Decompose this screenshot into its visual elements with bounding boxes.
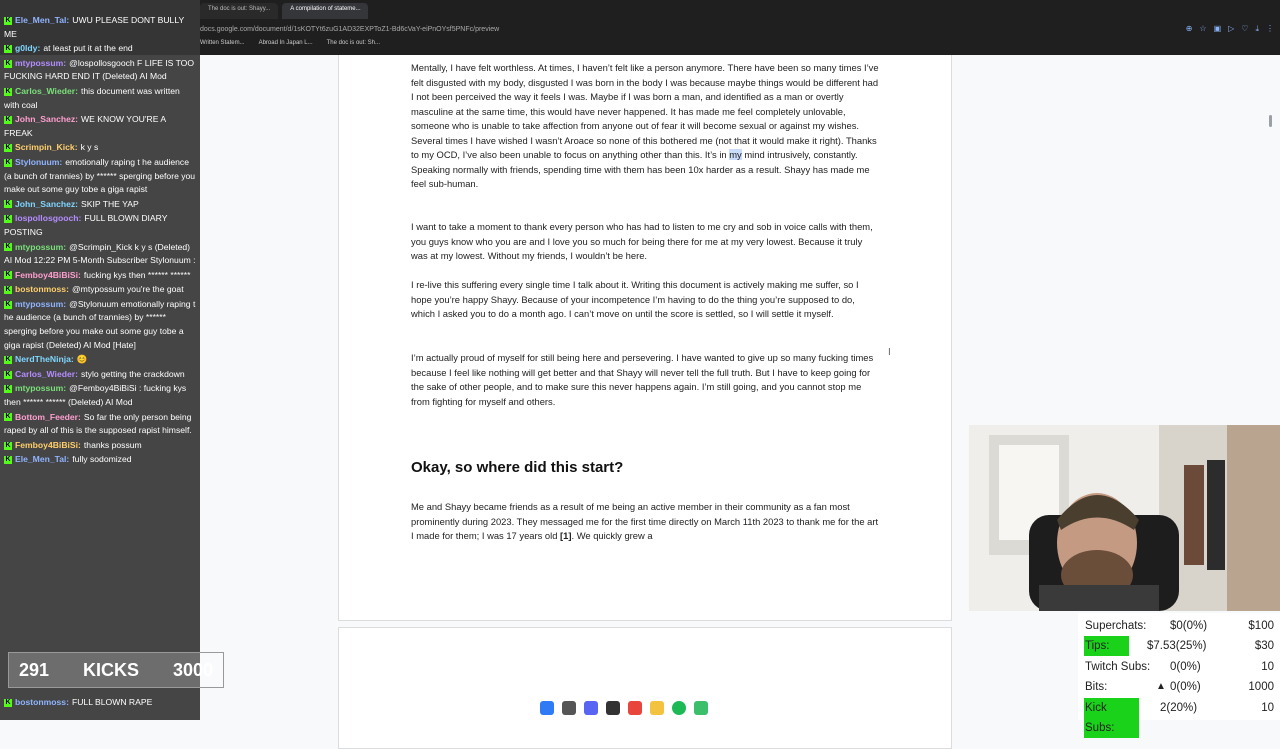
paragraph: I’m actually proud of myself for still being here and persevering. I have wanted to give up so many fucking times because I feel like nothing will get better and that Shayy will never tell the full truth. But I have to keep going for the sake of other people, and to make sure this never happens again. I’m still going, and you cannot stop me from fighting for myself and others.: [411, 352, 874, 407]
chat-text: @mtypossum you're the goat: [71, 284, 184, 295]
chat-username[interactable]: Femboy4BiBiSi:: [15, 269, 81, 280]
chat-text: at least put it at the end: [43, 43, 133, 54]
chat-username[interactable]: Ele_Men_Tal:: [15, 454, 70, 465]
chat-text: So far the only person being raped by all of this is the supposed rapist himself.: [4, 411, 192, 436]
chat-message: [0, 382, 200, 409]
bookmark-item[interactable]: Abroad In Japan L...: [258, 40, 313, 46]
section-heading: Okay, so where did this start?: [411, 459, 624, 476]
chat-message: [0, 298, 200, 352]
kick-badge-icon: K: [5, 158, 11, 166]
goal-row-tips: Tips: $7.53(25%) $30: [1084, 636, 1280, 656]
chat-text: k y s: [80, 142, 99, 153]
chat-username[interactable]: Bottom_Feeder:: [15, 411, 81, 422]
chat-text: FULL BLOWN DIARY POSTING: [4, 213, 168, 237]
chat-message: [0, 85, 200, 112]
kick-badge-icon: K: [5, 441, 11, 449]
webcam-feed: [969, 425, 1280, 611]
chat-username[interactable]: Ele_Men_Tal:: [15, 15, 70, 25]
kick-badge-icon: K: [5, 271, 11, 279]
extension-icon[interactable]: ▣: [1213, 24, 1222, 33]
goal-row-kick-subs: Kick Subs: 2(20%) 10: [1084, 698, 1280, 718]
kick-badge-icon: K: [5, 115, 11, 123]
folder-icon[interactable]: [650, 701, 664, 715]
highlighted-text: my: [729, 149, 742, 160]
tab-strip: [200, 3, 368, 19]
chat-message: [0, 411, 200, 438]
play-icon[interactable]: ▷: [1228, 24, 1235, 33]
paragraph: I re-live this suffering every single time I talk about it. Writing this document is actively making me suffer, so I hope you’re happy Shayy. Because of your incompetence I’m having to do the thing you’re supposed to do, which I asked you to do a month ago. I can’t move on until the score is settled, so I will settle it myself.: [411, 279, 859, 319]
chat-text: @Scrimpin_Kick k y s (Deleted) AI Mod 12:22 PM 5-Month Subscriber Stylonuum :: [4, 241, 196, 266]
kick-badge-icon: K: [5, 413, 11, 421]
heart-icon[interactable]: ♡: [1241, 24, 1249, 33]
kick-badge-icon: K: [5, 144, 11, 152]
chat-message: [0, 141, 200, 155]
chat-username[interactable]: lospollosgooch:: [15, 213, 82, 224]
paragraph: I want to take a moment to thank every person who has had to listen to me cry and sob in voice calls with them, you guys know who you are and I love you so much for being there for me at my very lowest. Because it truly was at my lowest. Without my friends, I wouldn’t be here.: [411, 221, 873, 261]
bookmark-icon[interactable]: ☆: [1199, 24, 1207, 33]
spotify-icon[interactable]: [672, 701, 686, 715]
app-icon[interactable]: [606, 701, 620, 715]
goal-row-bits: Bits: ▲ 0(0%) 1000: [1084, 677, 1280, 697]
chat-text: 😊: [76, 354, 88, 365]
chat-message: [0, 283, 200, 297]
taskbar: [540, 697, 708, 719]
bookmark-item[interactable]: The doc is out: Sh...: [326, 40, 380, 46]
chat-text: @Stylonuum emotionally raping t he audience (a bunch of trannies) by ****** sperging before you make out some guy tobe a giga rapist (Deleted) AI Mod [Hate]: [4, 298, 196, 350]
paragraph: Me and Shayy became friends as a result of me being an active member in their community as a fan most prominently during 2023. They messaged me for the first time directly on March 11th 2023 to thank me for the art I made for them; I was 17 years old [1]. We quickly grew a: [411, 501, 879, 541]
chat-message: [0, 14, 200, 41]
webcam-image: [969, 425, 1280, 611]
bookmarks-bar: [200, 40, 380, 46]
chat-message: K bostonmoss: FULL BLOWN RAPE: [5, 697, 153, 707]
bookmark-item[interactable]: Written Statem...: [200, 40, 245, 46]
chat-message: [0, 353, 200, 367]
chat-username[interactable]: mtypossum:: [15, 241, 67, 252]
kick-badge-icon: K: [5, 456, 11, 464]
chat-username[interactable]: NerdTheNinja:: [15, 354, 74, 365]
scrollbar-thumb[interactable]: [1269, 115, 1272, 127]
tab-doc-out[interactable]: The doc is out: Shayy...: [200, 3, 278, 19]
donation-goals-panel: [1078, 613, 1280, 734]
app-icon[interactable]: [694, 701, 708, 715]
chat-text: SKIP THE YAP: [81, 198, 139, 209]
kicks-current: 291: [19, 660, 50, 680]
chat-text: fully sodomized: [72, 454, 132, 465]
browser-toolbar: [1186, 24, 1274, 34]
chat-overlay: [0, 0, 200, 720]
tab-compilation[interactable]: A compilation of stateme...: [282, 3, 368, 19]
kick-badge-icon: K: [5, 355, 11, 363]
chrome-icon[interactable]: [628, 701, 642, 715]
kick-badge-icon: K: [5, 87, 11, 95]
chat-text: @lospollosgooch F LIFE IS TOO FUCKING HARD END IT (Deleted) AI Mod: [4, 57, 195, 82]
footnote-ref[interactable]: [1]: [560, 530, 572, 541]
download-icon[interactable]: ⤓: [1255, 24, 1259, 33]
kick-badge-icon: K: [5, 16, 11, 24]
chat-message: [0, 198, 200, 212]
paragraph: Mentally, I have felt worthless. At times, I haven’t felt like a person anymore. There have been so many times I’ve felt disgusted with my body, disgusted I was born in the body I was because maybe things would be different had I not been perceived the way it feels I was. Maybe if I was born a man, and identified as a man or overtly masculine at the same time, this would have never happened. It has made me feel completely unlovable, someone who is unable to take affection from anyone out of fear it will become sexual or against my wishes. Several times I have wished I wasn’t Aroace so none of this bothered me (not that it would make it right). Thanks to my OCD, I’ve also been unable to focus on anything other than this. It’s in my mind intrusively, constantly. Speaking normally with friends, spending time with them has been 10x harder as a result. Shayy has made me feel sub-human.: [411, 62, 879, 189]
chat-message: [0, 57, 200, 84]
chat-text: emotionally raping t he audience (a bunch of trannies) by ****** sperging before you make out some guy tobe a giga rapist: [4, 156, 196, 195]
bits-icon: ▲: [1156, 681, 1166, 692]
chat-message: [0, 42, 200, 56]
kicks-goal-bar: [8, 652, 224, 688]
kick-badge-icon: K: [5, 698, 11, 706]
chat-text: WE KNOW YOU'RE A FREAK: [4, 114, 166, 138]
chat-message: [0, 241, 200, 268]
address-bar[interactable]: docs.google.com/document/d/1sKOTYt6zuG1AD32EXPToZ1-Bd6cVaY-eiPnOYsf5PNFc/preview: [200, 26, 500, 33]
chat-text: fucking kys then ****** ******: [83, 269, 191, 280]
chat-text: thanks possum: [83, 439, 142, 450]
chat-username[interactable]: Carlos_Wieder:: [15, 85, 78, 96]
text-cursor-icon: I: [888, 347, 891, 358]
chat-text: UWU PLEASE DONT BULLY ME: [4, 15, 185, 39]
goal-row-superchats: Superchats: $0(0%) $100: [1085, 620, 1274, 632]
kick-badge-icon: K: [5, 215, 11, 223]
chat-list: [0, 14, 200, 468]
chat-text: this document was written with coal: [4, 85, 180, 110]
chat-username[interactable]: John_Sanchez:: [15, 114, 79, 125]
chat-username[interactable]: Scrimpin_Kick:: [15, 142, 78, 153]
chat-text: @Femboy4BiBiSi : fucking kys then ****** ****** (Deleted) AI Mod: [4, 383, 187, 408]
kick-badge-icon: K: [5, 243, 11, 251]
kick-badge-icon: K: [5, 286, 11, 294]
menu-icon[interactable]: ⋮: [1266, 24, 1274, 33]
chat-message: [0, 156, 200, 197]
chat-message: [0, 212, 200, 239]
chat-message: [0, 368, 200, 382]
zoom-icon[interactable]: ⊕: [1185, 24, 1193, 33]
chat-username[interactable]: John_Sanchez:: [15, 198, 79, 209]
document-page: [338, 55, 952, 621]
kick-badge-icon: K: [5, 44, 11, 52]
kick-badge-icon: K: [5, 200, 11, 208]
chat-message: [0, 453, 200, 467]
kicks-goal-value: 3000: [172, 660, 213, 680]
chat-username[interactable]: mtypossum:: [15, 383, 67, 394]
chat-username[interactable]: Femboy4BiBiSi:: [15, 439, 81, 450]
chat-username[interactable]: g0ldy:: [15, 43, 41, 54]
chat-username[interactable]: mtypossum:: [15, 57, 67, 68]
kick-badge-icon: K: [5, 385, 11, 393]
chat-text: stylo getting the crackdown: [80, 368, 185, 379]
kick-badge-icon: K: [5, 300, 11, 308]
document-page-next: [338, 627, 952, 749]
chat-username[interactable]: Carlos_Wieder:: [15, 368, 78, 379]
chat-username[interactable]: mtypossum:: [15, 298, 67, 309]
kicks-label: KICKS: [83, 660, 140, 680]
kick-badge-icon: K: [5, 59, 11, 67]
chat-username[interactable]: bostonmoss:: [15, 284, 69, 295]
goal-row-twitch-subs: Twitch Subs: 0(0%) 10: [1085, 661, 1274, 673]
discord-icon[interactable]: [584, 701, 598, 715]
search-icon[interactable]: [562, 701, 576, 715]
kick-badge-icon: K: [5, 370, 11, 378]
windows-start-icon[interactable]: [540, 701, 554, 715]
chat-username[interactable]: Stylonuum:: [15, 156, 63, 167]
chat-message: [0, 269, 200, 283]
chat-message: [0, 113, 200, 140]
chat-message: [0, 439, 200, 453]
